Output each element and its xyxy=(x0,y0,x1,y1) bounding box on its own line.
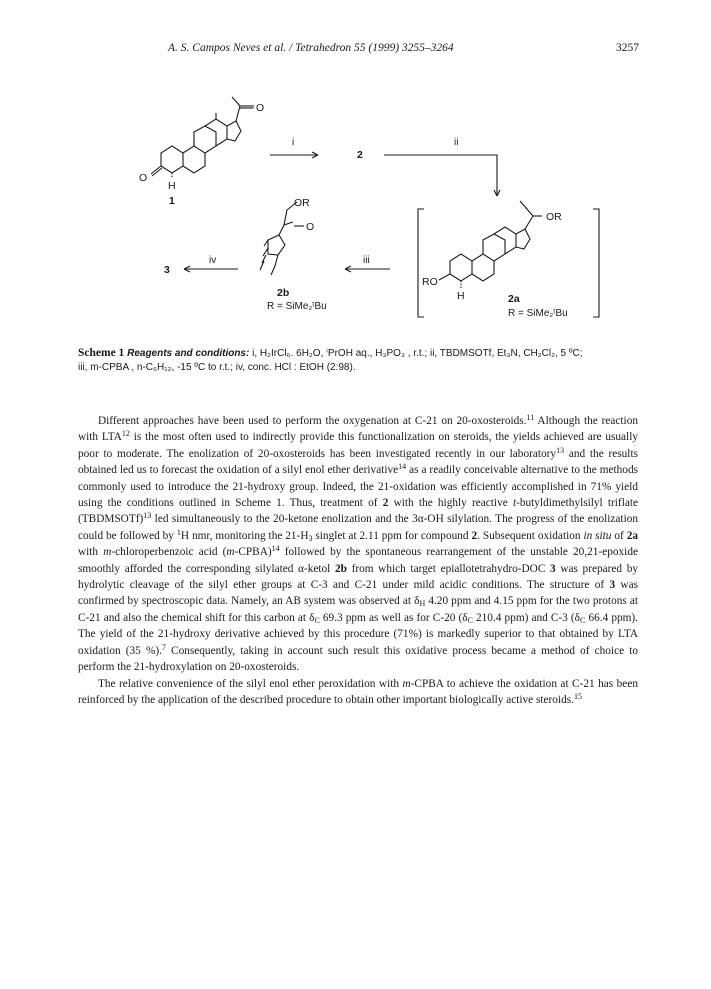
r-group-2b: R = SiMe₂ᵗBu xyxy=(267,301,327,312)
compound-2b-structure xyxy=(260,202,304,275)
compound-2a-structure xyxy=(439,201,542,288)
page-header xyxy=(72,42,639,58)
label-ro-2a: RO xyxy=(422,276,438,288)
arrow-label-ii: ii xyxy=(454,137,459,148)
label-or-2a: OR xyxy=(546,211,562,223)
body-text xyxy=(78,413,638,708)
caption-conditions-1: i, H₂IrCl₆. 6H₂O, ⁱPrOH aq., H₃PO₃ , r.t.; ii, TBDMSOTf, Et₃N, CH₂Cl₂, 5 ºC; xyxy=(252,348,583,359)
label-h-2a: H xyxy=(457,290,465,302)
label-o-ketone: O xyxy=(256,102,265,114)
caption-conditions-label: Reagents and conditions: xyxy=(127,348,250,359)
arrow-label-iii: iii xyxy=(363,255,370,266)
paragraph-1: Different approaches have been used to perform the oxygenation at C-21 on 20-oxosteroids.$^{11}$ Although the reaction with LTA$^{12}$ is the most often used to indirectly provide this functionalization on steroids, the yields achieved are usually poor to moderate. The enolization of 20-oxosteroids has been investigated recently in our laboratory$^{13}$ and the results obtained led us to forecast the oxidation of a silyl enol ether derivative$^{14}$ as a readily conceivable alternative to the methods commonly used to introduce the 21-hydroxy group. Indeed, the 21-oxidation was efficiently accomplished in 71% yield using the conditions outlined in Scheme 1. Thus, treatment of 2 with the highly reactive t-butyldimethylsilyl triflate (TBDMSOTf)$^{13}$ led simultaneously to the 20-ketone enolization and the 3α-OH silylation. The progress of the enolization could be followed by $^1$H nmr, monitoring the $21-H_3$ singlet at 2.11 ppm for compound 2. Subsequent oxidation in situ of 2a with m-chloroperbenzoic acid (m-CPBA)$^{14}$ followed by the spontaneous rearrangement of the unstable 20,21-epoxide smoothly afforded the corresponding silylated α-ketol 2b from which target epiallotetrahydro-DOC 3 was prepared by hydrolytic cleavage of the silyl ether groups at C-3 and C-21 under mild acidic conditions. The structure of 3 was confirmed by spectroscopic data. Namely, an AB system was observed at $\delta_H$ 4.20 ppm and 4.15 ppm for the two protons at C-21 and also the chemical shift for this carbon at $\delta_C$ 69.3 ppm as well as for C-20 ($\delta_C$ 210.4 ppm) and C-3 ($\delta_C$ 66.4 ppm). The yield of the 21-hydroxy derivative achieved by this procedure (71%) is markedly superior to that obtained by LTA oxidation (35 %).$^7$ Consequently, taking in account such result this oxidative process became a method of choice to perform the 21-hydroxylation on 20-oxosteroids. xyxy=(78,413,639,674)
label-h-compound-1: H xyxy=(168,180,176,192)
label-compound-2b: 2b xyxy=(277,287,290,299)
paragraph-2: The relative convenience of the silyl enol ether peroxidation with m-CPBA to achieve the oxidation at C-21 has been reinforced by the application of the described procedure to obtain other important biologically active steroids.$^{15}$ xyxy=(78,677,638,706)
arrow-label-iv: iv xyxy=(209,255,217,266)
label-compound-3: 3 xyxy=(164,264,170,276)
label-o-ring: O xyxy=(139,172,148,184)
caption-line-1 xyxy=(78,346,638,361)
label-o-2b: O xyxy=(306,221,315,233)
running-head: A. S. Campos Neves et al. / Tetrahedron 55 (1999) 3255–3264 xyxy=(168,42,454,54)
label-compound-2a: 2a xyxy=(508,293,520,305)
caption-conditions-2: iii, m-CPBA , n-C₆H₁₂, -15 ºC to r.t.; iv, conc. HCl : EtOH (2:98). xyxy=(78,362,356,373)
scheme-1-figure xyxy=(72,70,632,335)
label-compound-2: 2 xyxy=(357,149,363,161)
r-group-2a: R = SiMe₂ᵗBu xyxy=(508,308,568,319)
caption-label: Scheme 1 xyxy=(78,347,125,359)
page-number: 3257 xyxy=(616,42,639,54)
label-compound-1: 1 xyxy=(169,195,175,207)
arrow-label-i: i xyxy=(292,137,295,148)
scheme-caption xyxy=(78,346,638,375)
compound-1-structure xyxy=(151,97,254,178)
label-or-2b: OR xyxy=(294,197,310,209)
